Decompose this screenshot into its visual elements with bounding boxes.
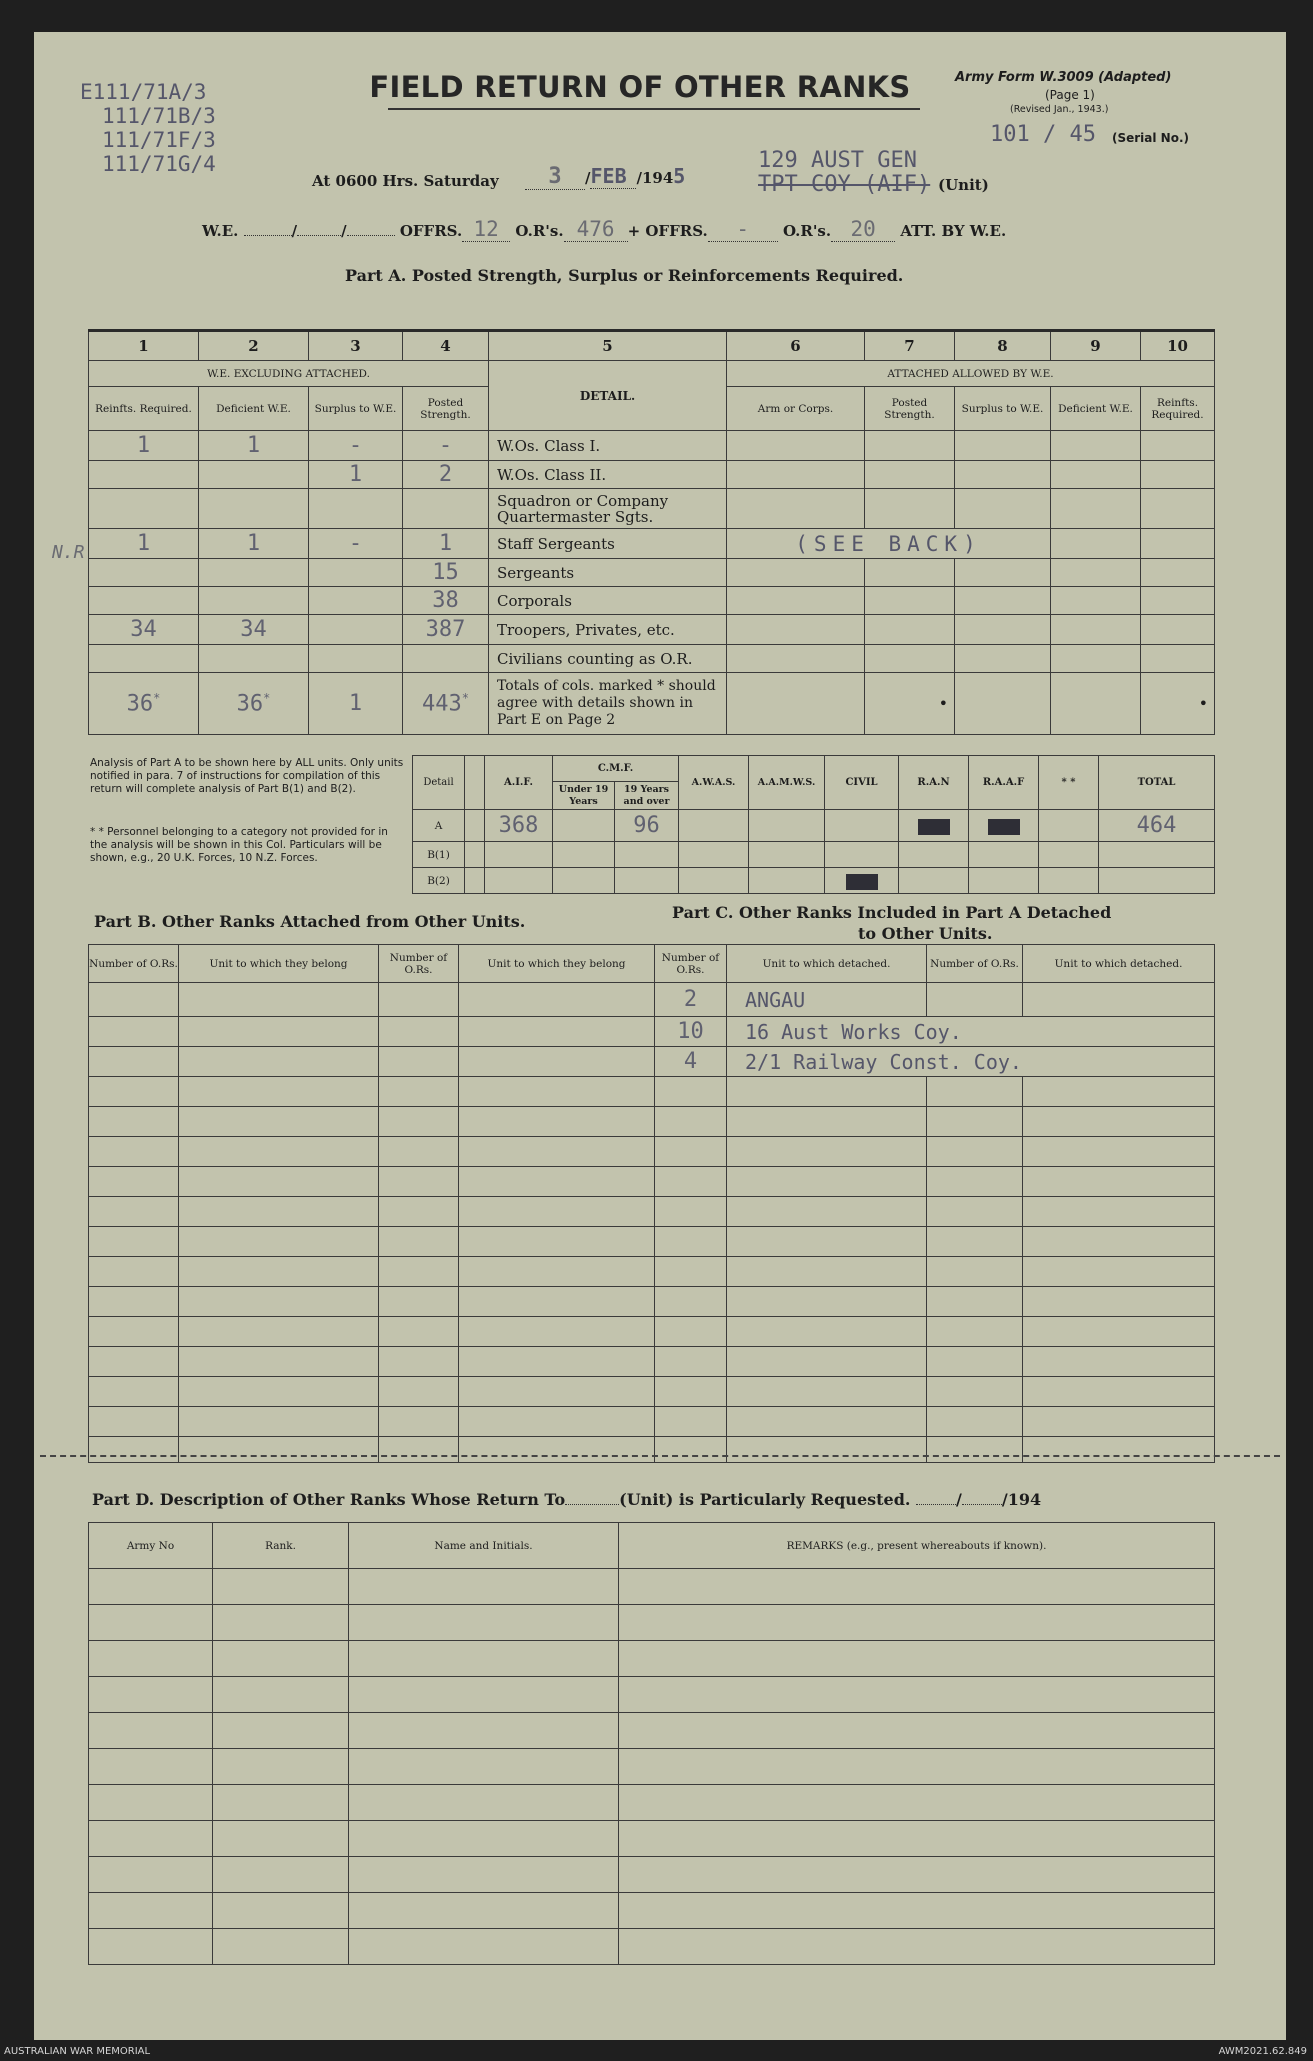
cell xyxy=(199,645,309,673)
at-time-label: At 0600 Hrs. Saturday xyxy=(312,172,499,190)
part-d-heading: Part D. Description of Other Ranks Whose Return To (Unit) is Particularly Requested. / /194 xyxy=(92,1490,1042,1509)
subheader: Deficient W.E. xyxy=(199,387,309,431)
part-b-header: Number of O.Rs. xyxy=(379,945,459,983)
col-number: 3 xyxy=(309,331,403,361)
cell: 1 xyxy=(199,529,309,559)
analysis-head: R.A.N xyxy=(899,756,969,810)
col-number: 7 xyxy=(865,331,955,361)
part-d-header: Army No xyxy=(89,1523,213,1569)
total-value: 464 xyxy=(1099,810,1215,842)
part-a-heading: Part A. Posted Strength, Surplus or Reinforcements Required. xyxy=(345,266,904,285)
part-d-header: REMARKS (e.g., present whereabouts if known). xyxy=(619,1523,1215,1569)
ors-label: O.R's. xyxy=(515,222,564,240)
cell xyxy=(199,489,309,529)
form-title: FIELD RETURN OF OTHER RANKS xyxy=(369,70,911,104)
date-year-prefix: /194 xyxy=(636,169,674,187)
analysis-head: TOTAL xyxy=(1099,756,1215,810)
part-c-header: Number of O.Rs. xyxy=(655,945,727,983)
analysis-row xyxy=(413,842,1215,868)
cell xyxy=(309,489,403,529)
table-row xyxy=(89,489,1215,529)
subheader: Surplus to W.E. xyxy=(309,387,403,431)
aif-value: 368 xyxy=(485,810,553,842)
cell: - xyxy=(403,431,489,461)
redaction-mark xyxy=(846,874,878,890)
cell xyxy=(403,645,489,673)
cell xyxy=(309,559,403,587)
date-day: 3 xyxy=(548,164,562,189)
row-label: Troopers, Privates, etc. xyxy=(489,615,727,645)
file-refs xyxy=(80,80,216,176)
group-attached-header: ATTACHED ALLOWED BY W.E. xyxy=(727,361,1215,387)
table-row xyxy=(89,1017,1215,1047)
col-number: 4 xyxy=(403,331,489,361)
part-c-unit: 16 Aust Works Coy. xyxy=(727,1017,1215,1047)
row-label: W.Os. Class II. xyxy=(489,461,727,489)
cell: 36 xyxy=(236,691,264,717)
part-c-num: 10 xyxy=(655,1017,727,1047)
part-d-header: Name and Initials. xyxy=(349,1523,619,1569)
margin-note: N.R xyxy=(52,542,85,563)
analysis-head: A.I.F. xyxy=(485,756,553,810)
ors2-label: O.R's. xyxy=(782,222,832,240)
image-footer xyxy=(0,2045,1313,2061)
cell xyxy=(403,489,489,529)
part-c-heading-2: to Other Units. xyxy=(858,924,993,943)
totals-row xyxy=(89,673,1215,735)
file-ref: 111/71B/3 xyxy=(102,104,216,128)
serial-number: 101 / 45 xyxy=(990,122,1096,147)
footer-credit: AUSTRALIAN WAR MEMORIAL xyxy=(4,2046,151,2057)
subheader: Posted Strength. xyxy=(403,387,489,431)
part-c-num: 2 xyxy=(655,983,727,1017)
cell: 1 xyxy=(403,529,489,559)
subheader: Arm or Corps. xyxy=(727,387,865,431)
analysis-note-2: * * Personnel belonging to a category not provided for in the analysis will be shown in this Col. Particulars will be shown, e.g., 20 U.K. Forces, 10 N.Z. Forces. xyxy=(90,826,388,864)
part-d-header: Rank. xyxy=(213,1523,349,1569)
subheader: Reinfts. Required. xyxy=(1141,387,1215,431)
cell: - xyxy=(309,529,403,559)
row-label: Staff Sergeants xyxy=(489,529,727,559)
cell: 1 xyxy=(309,461,403,489)
redaction-mark xyxy=(988,819,1020,835)
perforation-line xyxy=(40,1455,1280,1457)
part-bc-table xyxy=(88,944,1215,1463)
cell xyxy=(89,645,199,673)
row-label: W.Os. Class I. xyxy=(489,431,727,461)
cell: 1 xyxy=(199,431,309,461)
footer-id: AWM2021.62.849 xyxy=(1218,2046,1307,2057)
date-year-suffix: 5 xyxy=(673,164,686,188)
att-label: ATT. BY W.E. xyxy=(900,222,1007,240)
cell xyxy=(199,559,309,587)
row-label: Squadron or Company Quartermaster Sgts. xyxy=(489,489,727,529)
cell xyxy=(199,587,309,615)
cell: 2 xyxy=(403,461,489,489)
star-mark: * xyxy=(461,690,469,705)
part-c-heading-1: Part C. Other Ranks Included in Part A Detached xyxy=(672,903,1112,922)
cell xyxy=(309,587,403,615)
table-row xyxy=(89,587,1215,615)
table-row xyxy=(89,431,1215,461)
col-number: 6 xyxy=(727,331,865,361)
unit-label: (Unit) xyxy=(938,176,989,194)
star-mark: * xyxy=(153,690,161,705)
cell: 1 xyxy=(89,529,199,559)
cell xyxy=(309,645,403,673)
dot-mark: • xyxy=(1141,673,1215,735)
analysis-head: A.W.A.S. xyxy=(679,756,749,810)
analysis-table xyxy=(412,755,1215,894)
subheader: Reinfts. Required. xyxy=(89,387,199,431)
cell: 387 xyxy=(403,615,489,645)
cell: 34 xyxy=(89,615,199,645)
part-d-heading-a: Part D. Description of Other Ranks Whose Return To xyxy=(92,1490,566,1509)
table-row xyxy=(89,559,1215,587)
part-c-header: Unit to which detached. xyxy=(1023,945,1215,983)
col-number: 2 xyxy=(199,331,309,361)
date-month: FEB xyxy=(590,164,627,188)
analysis-head: C.M.F. xyxy=(553,756,679,782)
part-a-table xyxy=(88,329,1215,735)
star-mark: * xyxy=(263,690,271,705)
analysis-head: A.A.M.W.S. xyxy=(749,756,825,810)
form-page: (Page 1) xyxy=(1045,88,1095,102)
part-d-heading-b: (Unit) is Particularly Requested. xyxy=(619,1490,911,1509)
group-we-header: W.E. EXCLUDING ATTACHED. xyxy=(89,361,489,387)
cell xyxy=(89,587,199,615)
analysis-note-1: Analysis of Part A to be shown here by ALL units. Only units notified in para. 7 of instructions for compilation of this return will complete analysis of Part B(1) and B(2). xyxy=(90,757,404,795)
cell xyxy=(89,489,199,529)
analysis-row-label: B(2) xyxy=(413,868,465,894)
part-b-header: Unit to which they belong xyxy=(459,945,655,983)
title-underline xyxy=(388,108,920,110)
row-label: Civilians counting as O.R. xyxy=(489,645,727,673)
subheader: Posted Strength. xyxy=(865,387,955,431)
part-c-num: 4 xyxy=(655,1047,727,1077)
analysis-row-label: A xyxy=(413,810,465,842)
part-b-header: Unit to which they belong xyxy=(179,945,379,983)
cell xyxy=(309,615,403,645)
table-row xyxy=(89,983,1215,1017)
serial-label: (Serial No.) xyxy=(1112,131,1190,145)
analysis-row-label: B(1) xyxy=(413,842,465,868)
redaction-mark xyxy=(918,819,950,835)
dot-mark: • xyxy=(865,673,955,735)
part-b-header: Number of O.Rs. xyxy=(89,945,179,983)
analysis-row xyxy=(413,868,1215,894)
unit-line-1: 129 AUST GEN xyxy=(758,148,917,173)
see-back-note: (SEE BACK) xyxy=(727,529,1051,559)
cell: - xyxy=(309,431,403,461)
cell xyxy=(199,461,309,489)
form-id: Army Form W.3009 (Adapted) xyxy=(955,70,1172,85)
table-row xyxy=(89,645,1215,673)
col-number: 9 xyxy=(1051,331,1141,361)
analysis-head: Detail xyxy=(413,756,465,810)
part-d-table xyxy=(88,1522,1215,1965)
over19-value: 96 xyxy=(615,810,679,842)
row-label: Sergeants xyxy=(489,559,727,587)
part-c-unit: ANGAU xyxy=(727,983,927,1017)
cell: 38 xyxy=(403,587,489,615)
part-c-unit: 2/1 Railway Const. Coy. xyxy=(727,1047,1215,1077)
col-number: 8 xyxy=(955,331,1051,361)
cell xyxy=(89,461,199,489)
part-c-header: Unit to which detached. xyxy=(727,945,927,983)
analysis-head: CIVIL xyxy=(825,756,899,810)
totals-label: Totals of cols. marked * should agree with details shown in Part E on Page 2 xyxy=(489,673,727,735)
analysis-head: Under 19 Years xyxy=(553,782,615,810)
table-row xyxy=(89,1047,1215,1077)
we-label: W.E. xyxy=(202,222,239,240)
date-line: 3 /FEB /1945 xyxy=(525,164,685,190)
subheader: Surplus to W.E. xyxy=(955,387,1051,431)
cell: 36 xyxy=(126,691,154,717)
offrs-value: 12 xyxy=(473,217,499,241)
ors-value: 476 xyxy=(576,217,615,241)
table-row xyxy=(89,615,1215,645)
subheader: Deficient W.E. xyxy=(1051,387,1141,431)
analysis-row xyxy=(413,810,1215,842)
cell: 34 xyxy=(199,615,309,645)
cell: 1 xyxy=(89,431,199,461)
offrs-label: OFFRS. xyxy=(399,222,463,240)
table-row xyxy=(89,529,1215,559)
form-revised: (Revised Jan., 1943.) xyxy=(1010,104,1109,115)
cell xyxy=(89,559,199,587)
detail-header: DETAIL. xyxy=(489,361,727,431)
unit-line-2: TPT COY (AIF) xyxy=(758,172,931,197)
analysis-head: * * xyxy=(1039,756,1099,810)
analysis-head: R.A.A.F xyxy=(969,756,1039,810)
row-label: Corporals xyxy=(489,587,727,615)
offrs2-label: OFFRS. xyxy=(645,222,708,240)
we-line: W.E. / / OFFRS. 12 O.R's. 476 + OFFRS. - O.R's. 20 ATT. BY W.E. xyxy=(202,217,1007,241)
table-row xyxy=(89,461,1215,489)
part-c-header: Number of O.Rs. xyxy=(927,945,1023,983)
col-number: 10 xyxy=(1141,331,1215,361)
analysis-head: 19 Years and over xyxy=(615,782,679,810)
ors2-value: 20 xyxy=(850,217,876,241)
col-number: 5 xyxy=(489,331,727,361)
file-ref: 111/71G/4 xyxy=(102,152,216,176)
col-number: 1 xyxy=(89,331,199,361)
part-b-heading: Part B. Other Ranks Attached from Other Units. xyxy=(94,912,526,931)
cell: 15 xyxy=(403,559,489,587)
cell: 1 xyxy=(309,673,403,735)
file-ref: 111/71F/3 xyxy=(102,128,216,152)
part-d-heading-c: /194 xyxy=(1001,1490,1042,1509)
offrs2-value: - xyxy=(736,217,750,241)
cell: 443 xyxy=(422,691,462,717)
file-ref: E111/71A/3 xyxy=(80,80,207,104)
